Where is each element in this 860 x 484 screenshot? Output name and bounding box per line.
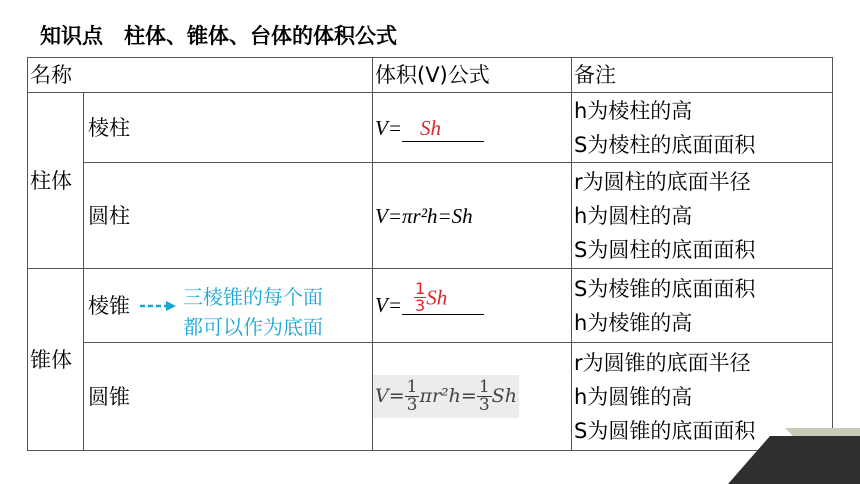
- formula-answer-fraction: $\frac{1}{3}$: [415, 279, 426, 316]
- note-line: h为圆锥的高: [574, 384, 693, 409]
- note-line: S为棱柱的底面面积: [574, 132, 756, 157]
- note-line: S为棱锥的底面面积: [574, 276, 756, 301]
- note-line: h为棱锥的高: [574, 310, 693, 335]
- formula-prefix: V=: [375, 115, 402, 140]
- note-line: r为圆锥的底面半径: [574, 350, 751, 375]
- note-line: S为圆柱的底面面积: [574, 237, 756, 262]
- note-line: S为圆锥的底面面积: [574, 418, 756, 443]
- formula-answer: Sh: [420, 115, 441, 140]
- section-title: 知识点 柱体、锥体、台体的体积公式: [40, 24, 397, 48]
- formula-answer: Sh: [426, 285, 448, 310]
- note-line: r为圆柱的底面半径: [574, 169, 751, 194]
- group-label-prism: 柱体: [28, 93, 84, 269]
- formula-cell: V=πr²h=Sh: [373, 163, 572, 269]
- header-name: 名称: [28, 58, 373, 93]
- row-name: 棱锥: [84, 269, 373, 343]
- cone-formula-image: V= $\frac{1}{3}$ πr²h= $\frac{1}{3}$ Sh: [373, 375, 519, 419]
- callout-line: 三棱锥的每个面: [183, 285, 323, 309]
- header-formula: 体积(V)公式: [373, 58, 572, 93]
- formula-prefix: V=: [375, 292, 402, 317]
- row-name: 圆柱: [84, 163, 373, 269]
- header-note: 备注: [572, 58, 833, 93]
- callout-line: 都可以作为底面: [183, 315, 323, 339]
- group-label-cone: 锥体: [28, 269, 84, 451]
- note-line: h为圆柱的高: [574, 203, 693, 228]
- row-name: 圆锥: [84, 343, 373, 451]
- note-line: h为棱柱的高: [574, 98, 693, 123]
- row-name: 棱柱: [84, 93, 373, 163]
